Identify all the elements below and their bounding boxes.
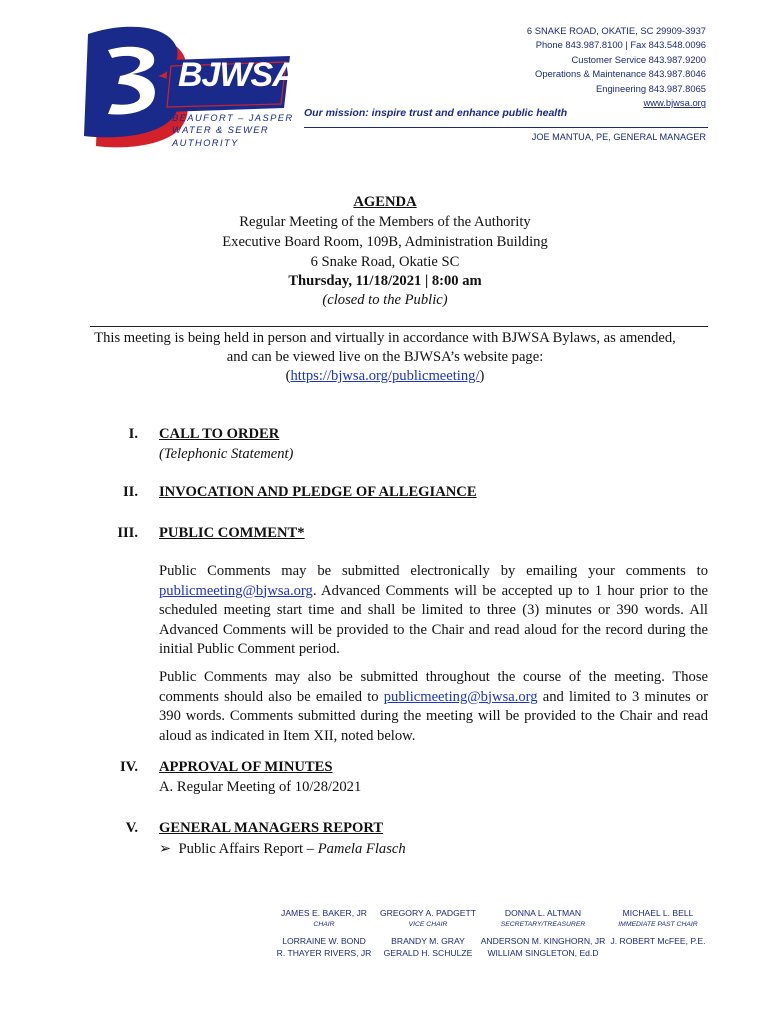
item-number: V. <box>125 820 138 836</box>
board-member-chair: JAMES E. BAKER, JR CHAIR <box>281 908 367 928</box>
meeting-access-note: (closed to the Public) <box>322 292 448 308</box>
contact-info <box>406 24 706 110</box>
meeting-room: Executive Board Room, 109B, Administration Building <box>222 234 548 250</box>
public-comment-email-link[interactable]: publicmeeting@bjwsa.org <box>159 582 313 599</box>
board-members-col-1: LORRAINE W. BOND R. THAYER RIVERS, JR <box>276 936 372 958</box>
public-comment-email-link[interactable]: publicmeeting@bjwsa.org <box>383 688 538 705</box>
public-comment-paragraph-1: Public Comments may be submitted electronically by emailing your comments to publicmeeting@bjwsa.org. Advanced Comments will be accepted up to 1 hour prior to the scheduled meeting start time and shall be limited to three (3) minutes or 390 words. All Advanced Comments will be provided to the Chair and read aloud for the record during the initial Public Comment period. <box>159 563 708 657</box>
bullet-arrow-icon: ➢ <box>159 841 172 857</box>
public-comment-paragraph-2: Public Comments may also be submitted throughout the course of the meeting. Those comments should also be emailed to publicmeeting@bjwsa.org and limited to 3 minutes or 390 words. Comments submitted during the meeting will be provided to the Chair and read aloud as indicated in Item XII, noted below. <box>159 669 709 744</box>
board-members-col-4: J. ROBERT McFEE, P.E. <box>610 936 706 946</box>
letterhead-divider <box>304 127 708 128</box>
item-heading-invocation: INVOCATION AND PLEDGE OF ALLEGIANCE <box>159 484 477 500</box>
board-members-col-2: BRANDY M. GRAY GERALD H. SCHULZE <box>383 936 473 958</box>
intro-line-2: and can be viewed live on the BJWSA’s website page: <box>226 349 544 365</box>
board-member-secretary: DONNA L. ALTMAN SECRETARY/TREASURER <box>500 908 586 928</box>
address-line: 6 SNAKE ROAD, OKATIE, SC 29909-3937 <box>526 25 706 36</box>
meeting-datetime: Thursday, 11/18/2021 | 8:00 am <box>288 273 482 289</box>
engineering-line: Engineering 843.987.8065 <box>596 82 706 94</box>
intro-line-3: (https://bjwsa.org/publicmeeting/) <box>285 368 485 384</box>
item-number: II. <box>122 484 138 500</box>
item-heading-general-managers-report: GENERAL MANAGERS REPORT <box>159 820 384 836</box>
item-number: I. <box>128 426 138 442</box>
operations-line: Operations & Maintenance 843.987.8046 <box>535 68 706 80</box>
general-manager: JOE MANTUA, PE, GENERAL MANAGER <box>531 132 706 142</box>
logo-letters: BJWSA <box>178 56 296 94</box>
public-meeting-link[interactable]: https://bjwsa.org/publicmeeting/ <box>290 368 480 384</box>
agenda-title: AGENDA <box>353 194 417 210</box>
website-link[interactable]: www.bjwsa.org <box>643 97 706 109</box>
meeting-address: 6 Snake Road, Okatie SC <box>310 254 460 270</box>
item-heading-call-to-order: CALL TO ORDER <box>159 426 280 442</box>
mission-statement: Our mission: inspire trust and enhance public health <box>304 107 568 119</box>
item-subtext: ➢ Public Affairs Report – Pamela Flasch <box>159 841 406 857</box>
meeting-type: Regular Meeting of the Members of the Authority <box>239 214 531 230</box>
item-heading-approval-of-minutes: APPROVAL OF MINUTES <box>159 759 333 775</box>
header-divider <box>90 326 708 327</box>
item-number: III. <box>117 525 138 541</box>
board-member-past-chair: MICHAEL L. BELL IMMEDIATE PAST CHAIR <box>618 908 698 928</box>
board-members-col-3: ANDERSON M. KINGHORN, JR WILLIAM SINGLETON, Ed.D <box>480 936 606 958</box>
board-member-vice-chair: GREGORY A. PADGETT VICE CHAIR <box>380 908 476 928</box>
customer-service-line: Customer Service 843.987.9200 <box>571 53 706 65</box>
phone-line: Phone 843.987.8100 | Fax 843.548.0096 <box>535 39 706 51</box>
item-number: IV. <box>120 759 138 775</box>
intro-line-1: This meeting is being held in person and virtually in accordance with BJWSA Bylaws, as amended, <box>94 330 676 346</box>
item-subtext: A. Regular Meeting of 10/28/2021 <box>159 779 362 795</box>
item-subtext: (Telephonic Statement) <box>159 446 294 462</box>
item-heading-public-comment: PUBLIC COMMENT* <box>159 525 305 541</box>
logo-tagline: BEAUFORT – JASPER WATER & SEWER AUTHORITY <box>172 112 294 148</box>
